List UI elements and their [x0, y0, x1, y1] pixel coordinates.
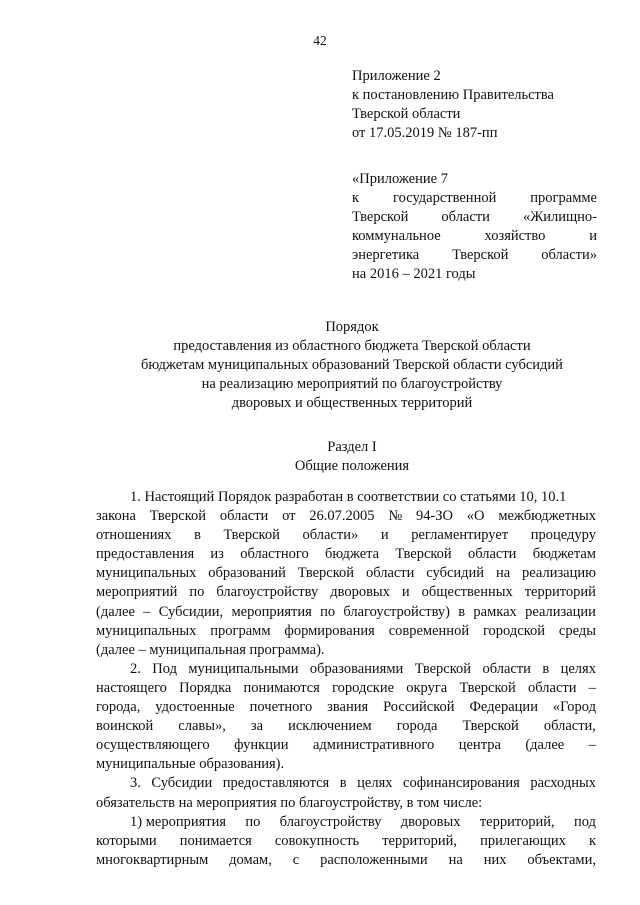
body-word: реализации — [525, 603, 596, 620]
body-word: города — [396, 718, 438, 735]
body-word: целях — [357, 775, 393, 792]
title-line: предоставления из областного бюджета Тверской области — [173, 338, 531, 354]
appendix-header — [352, 67, 554, 143]
body-word: почетного — [249, 699, 313, 716]
body-word: области — [467, 546, 517, 563]
appendix-header-line: от 17.05.2019 № 187-пп — [352, 125, 498, 141]
body-word: (далее — [525, 737, 565, 754]
body-line — [96, 794, 596, 813]
body-word: бюджетам — [532, 546, 596, 563]
appendix-quote-line — [352, 227, 597, 246]
body-line — [96, 679, 596, 698]
body-word: центра — [458, 737, 501, 754]
body-word: реализацию — [522, 565, 596, 582]
body-word: городской — [482, 622, 546, 639]
page-number: 42 — [313, 33, 327, 48]
body-word: среды — [558, 622, 596, 639]
body-word: муниципальных — [96, 565, 197, 582]
body-word: – — [588, 679, 596, 696]
body-word: бюджета — [325, 546, 380, 563]
body-word: с — [292, 851, 300, 868]
body-line — [96, 813, 596, 832]
body-word: мероприятий — [96, 584, 178, 601]
body-word: целях — [560, 660, 596, 677]
body-line — [96, 832, 596, 851]
body-word: области — [219, 508, 269, 525]
body-word: муниципальными — [188, 660, 299, 677]
body-word: «О — [466, 508, 485, 525]
body-word: осуществляющего — [96, 737, 210, 754]
body-line — [96, 774, 596, 793]
body-word: софинансирования — [403, 775, 520, 792]
body-word: города, — [96, 699, 141, 716]
appendix-header-line: к постановлению Правительства — [352, 87, 554, 103]
body-line — [96, 564, 596, 583]
body-word: Под — [152, 660, 177, 677]
body-word: настоящего — [96, 679, 167, 696]
appendix-quote-line — [352, 208, 597, 227]
body-word: Субсидии, — [158, 603, 224, 620]
title-line: Порядок — [325, 319, 379, 335]
body-line — [96, 717, 596, 736]
body-line — [96, 851, 596, 870]
body-word: в — [194, 527, 201, 544]
body-word: отношениях — [96, 527, 172, 544]
section-name: Общие положения — [294, 458, 410, 474]
body-word: понимаются — [243, 679, 320, 696]
body-word: муниципальных — [96, 622, 197, 639]
body-word: программ — [210, 622, 271, 639]
title-line: дворовых и общественных территорий — [231, 395, 473, 411]
body-word: области — [528, 679, 577, 696]
body-line — [96, 736, 596, 755]
body-word: них — [483, 851, 507, 868]
body-line — [96, 545, 596, 564]
body-word: Тверской — [297, 565, 355, 582]
body-word: субсидий — [426, 565, 485, 582]
body-word: дворовых — [330, 584, 390, 601]
body-word: городские — [332, 679, 395, 696]
body-word: области» — [302, 527, 359, 544]
body-word: из — [210, 546, 224, 563]
document-title — [96, 318, 608, 413]
body-word: расходных — [530, 775, 596, 792]
body-word: (далее — [96, 603, 135, 620]
body-word: предоставления — [96, 546, 195, 563]
body-word: славы», — [178, 718, 226, 735]
body-word: по — [320, 603, 336, 620]
body-word: области, — [543, 718, 596, 735]
body-word: межбюджетных — [498, 508, 596, 525]
body-word: благоустройству) — [343, 603, 450, 620]
body-word: территорий, — [479, 813, 555, 830]
body-word: прилегающих — [480, 832, 566, 849]
body-word: на — [495, 565, 511, 582]
appendix-quote-line: «Приложение 7 — [352, 171, 448, 187]
body-line — [96, 755, 596, 774]
body-word: которыми — [96, 832, 157, 849]
body-line — [96, 507, 596, 526]
body-word: и — [380, 527, 389, 544]
body-word: (далее – муниципальная программа). — [96, 641, 325, 658]
body-word: 1) мероприятия — [130, 813, 227, 830]
body-line — [96, 660, 596, 679]
body-word: 3. — [130, 775, 141, 792]
body-line — [96, 488, 596, 507]
body-word: образований — [208, 565, 286, 582]
body-word: совокупность — [274, 832, 360, 849]
word: области — [441, 209, 490, 225]
appendix-quote-line — [352, 189, 597, 208]
body-word: процедуру — [530, 527, 596, 544]
body-word: обязательств на мероприятия по благоустройству, в том числе: — [96, 794, 483, 811]
body-word: – — [588, 737, 596, 754]
body-text — [96, 488, 596, 870]
body-word: воинской — [96, 718, 154, 735]
word: «Жилищно- — [522, 209, 597, 225]
body-line — [96, 698, 596, 717]
body-word: формирования — [284, 622, 375, 639]
body-word: Тверской — [459, 679, 516, 696]
body-word: областного — [240, 546, 309, 563]
word: Тверской — [452, 247, 509, 263]
body-word: благоустройству — [216, 584, 319, 601]
title-line: бюджетам муниципальных образований Тверской области субсидий — [141, 357, 563, 373]
body-word: Порядка — [179, 679, 232, 696]
body-word: рамках — [473, 603, 517, 620]
body-word: домам, — [229, 851, 272, 868]
body-word: 94-ЗО — [415, 508, 454, 525]
body-word: удостоенные — [155, 699, 235, 716]
body-word: по — [189, 584, 205, 601]
body-word: исключением — [288, 718, 372, 735]
body-word: Тверской — [223, 527, 280, 544]
section-number: Раздел I — [327, 439, 377, 455]
appendix-header-line: Тверской области — [352, 106, 461, 122]
body-word: звания — [327, 699, 369, 716]
body-word: многоквартирным — [96, 851, 209, 868]
section-heading — [96, 438, 608, 476]
body-word: в — [458, 603, 466, 620]
word: государственной — [393, 190, 497, 206]
body-word: области — [365, 565, 415, 582]
body-word: территорий, — [382, 832, 458, 849]
body-word: 26.07.2005 — [309, 508, 375, 525]
body-word: благоустройству — [279, 813, 382, 830]
body-line — [96, 583, 596, 602]
body-word: территорий — [524, 584, 596, 601]
body-word: от — [282, 508, 296, 525]
body-word: Тверской — [395, 546, 452, 563]
body-word: к — [588, 832, 596, 849]
body-word: регламентирует — [411, 527, 509, 544]
body-word: Субсидии — [151, 775, 213, 792]
body-line — [96, 603, 596, 622]
body-word: в — [339, 775, 347, 792]
appendix-quote-line — [352, 246, 597, 265]
body-word: расположенными — [320, 851, 428, 868]
body-word: Тверской — [462, 718, 519, 735]
body-word: округа — [406, 679, 448, 696]
word: к — [352, 190, 360, 206]
title-line: на реализацию мероприятий по благоустройству — [201, 376, 503, 392]
body-line — [96, 641, 596, 660]
appendix-quote — [352, 170, 597, 284]
appendix-quote-line: на 2016 – 2021 годы — [352, 266, 476, 282]
word: области» — [541, 247, 597, 263]
body-word: образованиями — [309, 660, 404, 677]
body-word: мероприятия — [231, 603, 312, 620]
body-word: «Город — [552, 699, 596, 716]
body-word: под — [573, 813, 596, 830]
body-word: Федерации — [469, 699, 538, 716]
body-word: закона — [96, 508, 136, 525]
body-line — [96, 526, 596, 545]
body-word: в — [542, 660, 550, 677]
body-word: функции — [234, 737, 289, 754]
body-word: муниципальные образования). — [96, 756, 285, 773]
body-word: Тверской — [414, 660, 472, 677]
body-word: № — [388, 508, 403, 525]
body-word: по — [245, 813, 261, 830]
body-word: общественных — [421, 584, 513, 601]
body-word: и — [401, 584, 410, 601]
word: Тверской — [352, 209, 409, 225]
body-word: современной — [388, 622, 470, 639]
body-word: области — [482, 660, 531, 677]
body-line — [96, 622, 596, 641]
word: хозяйство — [484, 228, 546, 244]
body-word: административного — [312, 737, 435, 754]
body-word: Тверской — [149, 508, 207, 525]
body-word: понимается — [179, 832, 252, 849]
word: коммунальное — [352, 228, 441, 244]
appendix-header-line: Приложение 2 — [352, 68, 441, 84]
body-word: Российской — [383, 699, 455, 716]
body-word: предоставляются — [222, 775, 330, 792]
body-word: дворовых — [400, 813, 461, 830]
word: программе — [530, 190, 597, 206]
word: энергетика — [352, 247, 420, 263]
body-word: за — [250, 718, 264, 735]
body-word: на — [448, 851, 463, 868]
body-word: 1. Настоящий Порядок разработан в соответствии со статьями 10, 10.1 — [130, 489, 567, 505]
body-word: объектами, — [527, 851, 596, 868]
body-word: 2. — [130, 660, 141, 677]
word: и — [589, 228, 597, 244]
body-word: – — [143, 603, 151, 620]
